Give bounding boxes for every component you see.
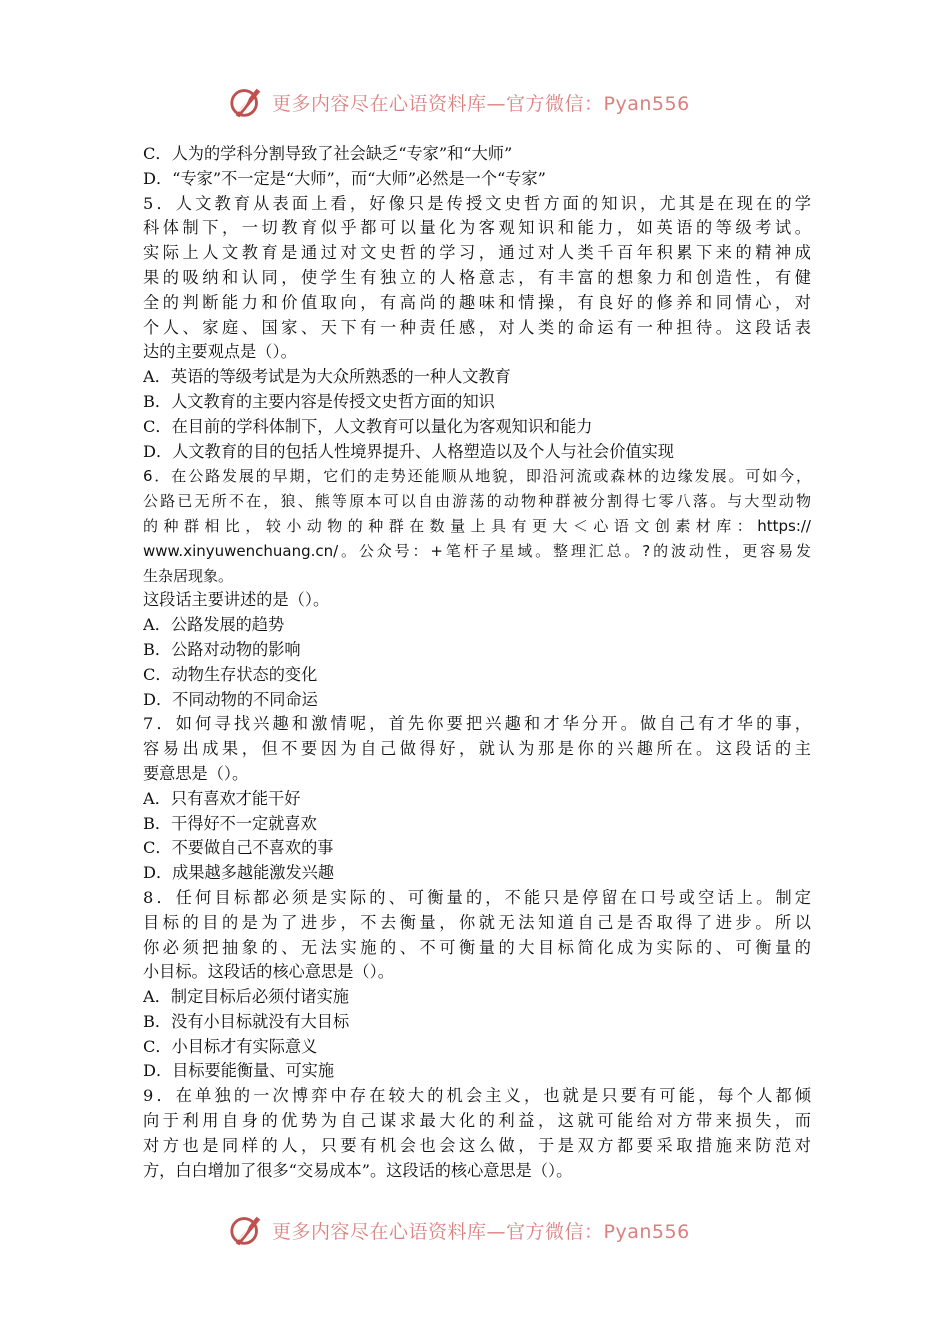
question-5-text: 全的判断能力和价值取向，有高尚的趣味和情操，有良好的修养和同情心，对 [143,292,811,312]
question-7-text: 容易出成果，但不要因为自己做得好，就认为那是你的兴趣所在。这段话的主 [143,739,811,759]
question-7-text: 要意思是（）。 [143,763,249,783]
question-6-text: 公路已无所不在，狼、熊等原本可以自由游荡的动物种群被分割得七零八落。与大型动物 [143,492,811,511]
question-5-text: 实际上人文教育是通过对文史哲的学习，通过对人类千百年积累下来的精神成 [143,243,811,263]
option-a: A．只有喜欢才能干好 [143,788,301,808]
option-a: A．英语的等级考试是为大众所熟悉的一种人文教育 [143,367,511,387]
question-5-text: 果的吸纳和认同，使学生有独立的人格意志，有丰富的想象力和创造性，有健 [143,267,811,287]
question-8-text: 目标的目的是为了进步，不去衡量，你就无法知道自己是否取得了进步。所以 [143,912,811,932]
question-6-prompt: 这段话主要讲述的是（）。 [143,590,330,610]
question-6-text: 生杂居现象。 [143,566,234,585]
question-9-text: 9．在单独的一次博弈中存在较大的机会主义，也就是只要有可能，每个人都倾 [143,1086,811,1106]
question-6-text: 的种群相比，较小动物的种群在数量上具有更大＜心语文创素材库：https:// [143,516,811,535]
question-8-text: 8．任何目标都必须是实际的、可衡量的，不能只是停留在口号或空话上。制定 [143,887,811,907]
text-line: C．人为的学科分割导致了社会缺乏“专家”和“大师” [143,144,513,163]
question-6-text: www.xinyuwenchuang.cn/。公众号：+笔杆子星域。整理汇总。?的波动性，更容易发 [143,541,811,560]
question-7-text: 7．如何寻找兴趣和激情呢，首先你要把兴趣和才华分开。做自己有才华的事， [143,714,811,734]
option-d: D．人文教育的目的包括人性境界提升、人格塑造以及个人与社会价值实现 [143,441,674,461]
question-9-text: 对方也是同样的人，只要有机会也会这么做，于是双方都要采取措施来防范对 [143,1135,811,1155]
text-line: D．“专家”不一定是“大师”，而“大师”必然是一个“专家” [143,168,546,188]
banner-text: 更多内容尽在心语资料库—官方微信：Pyan556 [272,1220,690,1243]
option-c: C．小目标才有实际意义 [143,1036,318,1056]
option-d: D．成果越多越能激发兴趣 [143,863,335,883]
question-9-text: 方，白白增加了很多“交易成本”。这段话的核心意思是（）。 [143,1160,573,1180]
option-c: C．动物生存状态的变化 [143,664,318,684]
question-5-text: 达的主要观点是（）。 [143,342,297,362]
option-b: B．干得好不一定就喜欢 [143,813,317,833]
question-9-text: 向于利用自身的优势为自己谋求最大化的利益，这就可能给对方带来损失，而 [143,1111,811,1131]
option-b: B．没有小目标就没有大目标 [143,1011,350,1031]
question-8-text: 你必须把抽象的、无法实施的、不可衡量的大目标简化成为实际的、可衡量的 [143,937,811,957]
option-c: C．在目前的学科体制下，人文教育可以量化为客观知识和能力 [143,416,593,436]
option-b: B．公路对动物的影响 [143,639,301,659]
quill-logo-icon [228,1211,266,1249]
option-c: C．不要做自己不喜欢的事 [143,838,334,858]
option-d: D．不同动物的不同命运 [143,689,318,709]
question-5-text: 5．人文教育从表面上看，好像只是传授文史哲方面的知识，尤其是在现在的学 [143,193,811,213]
option-b: B．人文教育的主要内容是传授文史哲方面的知识 [143,391,495,411]
header-watermark-banner [228,82,690,122]
option-d: D．目标要能衡量、可实施 [143,1061,335,1081]
banner-text: 更多内容尽在心语资料库—官方微信：Pyan556 [272,92,690,115]
quill-logo-icon [228,83,266,121]
option-a: A．公路发展的趋势 [143,615,285,635]
document-body [143,142,811,1183]
question-5-text: 科体制下，一切教育似乎都可以量化为客观知识和能力，如英语的等级考试。 [143,218,811,238]
footer-watermark-banner [228,1210,690,1250]
question-8-text: 小目标。这段话的核心意思是（）。 [143,962,394,982]
option-a: A．制定目标后必须付诸实施 [143,987,349,1007]
question-5-text: 个人、家庭、国家、天下有一种责任感，对人类的命运有一种担待。这段话表 [143,317,811,337]
question-6-text: 6．在公路发展的早期，它们的走势还能顺从地貌，即沿河流或森林的边缘发展。可如今， [143,467,811,486]
